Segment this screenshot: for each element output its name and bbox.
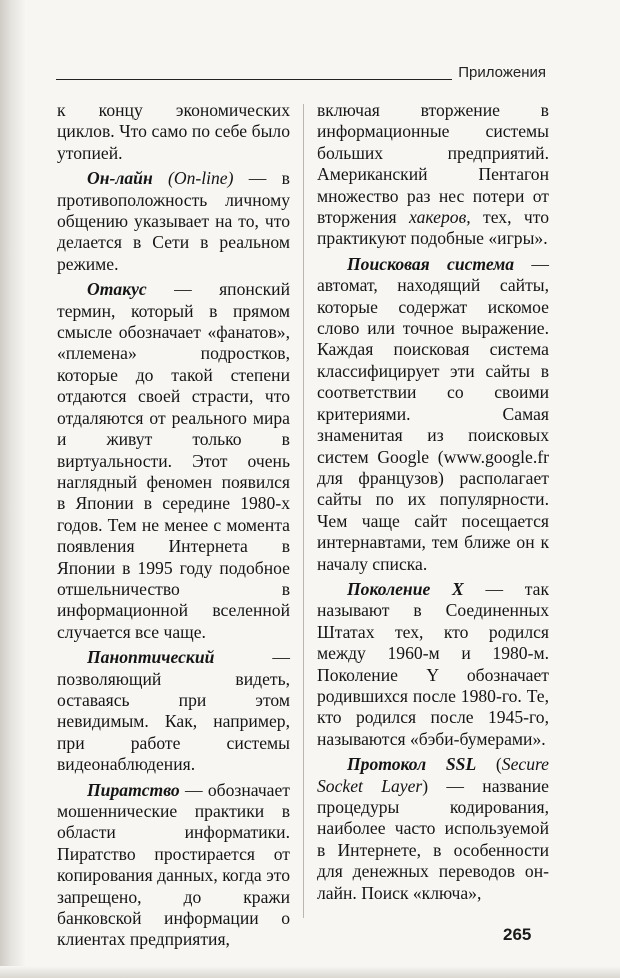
entry-definition: — позволяющий видеть, оставаясь при этом невидимым. Как, например, при работе системы видеонаблюдения. (57, 647, 290, 775)
column-divider (303, 104, 304, 918)
entry-term: Поколение X (347, 578, 464, 599)
paragraph-text: включая вторжение в информационные системы больших предприятий. Американский Пентагон множество раз нес потери от вторжения (317, 100, 549, 228)
glossary-entry-generation-x (317, 579, 549, 750)
section-title: Приложения (458, 64, 546, 81)
entry-latin: (On-line) (168, 168, 234, 189)
header-rule (56, 79, 452, 80)
paren-close: ) (422, 775, 429, 796)
entry-term: Он-лайн (87, 168, 153, 189)
page-number: 265 (503, 925, 532, 944)
entry-term: Паноптический (87, 647, 215, 668)
page-binding-shadow (0, 0, 26, 978)
paragraph-continuation (317, 100, 549, 250)
glossary-entry-piracy (57, 780, 290, 951)
right-column (317, 100, 549, 908)
entry-definition: — обозначает мошеннические практики в области информатики. Пиратство простирается от копирования данных, когда это запрещено, до кражи банковской информации о клиентах предприятия, (57, 779, 290, 950)
italic-word: хакеров, (409, 207, 471, 228)
running-header (56, 64, 546, 86)
glossary-entry-search-engine (317, 254, 549, 575)
entry-definition: — так называют в Соединенных Штатах тех, кто родился между 1960-м и 1980-м. Поколение Y обозначает родившихся после 1980-го. Те, кто родился после 1945-го, называются «бэби-бумерами». (317, 578, 549, 749)
paragraph-text: тех, что практикуют подобные «игры». (317, 207, 550, 249)
entry-definition: — название процедуры кодирования, наиболее часто используемой в Интернете, в особенности для денежных переводов он-лайн. Поиск «ключа», (317, 775, 549, 903)
glossary-entry-otaku (57, 279, 290, 643)
entry-term: Пиратство (87, 779, 180, 800)
paragraph-continuation (57, 100, 290, 164)
entry-term: Отакус (87, 279, 147, 300)
entry-definition: — в противоположность личному общению указывает на то, что делается в Сети в реальном режиме. (57, 168, 290, 274)
entry-latin: Secure Socket Layer (317, 754, 549, 796)
paragraph-text: к концу экономических циклов. Что само по себе было утопией. (57, 100, 290, 163)
glossary-entry-ssl (317, 754, 549, 904)
glossary-entry-panoptic (57, 647, 290, 775)
page-bottom-edge (0, 966, 620, 978)
left-column (57, 100, 290, 955)
entry-definition: — автомат, находящий сайты, которые содержат искомое слово или точное выражение. Каждая поисковая система классифицирует эти сайты в соответствии со своими критериями. Самая знаменитая из поисковых систем Google (www.google.fr для французов) располагает сайты по их популярности. Чем чаще сайт посещается интернавтами, тем ближе он к началу списка. (317, 253, 549, 574)
entry-term: Поисковая система (347, 253, 515, 274)
entry-definition: — японский термин, который в прямом смысле обозначает «фанатов», «племена» подростков, которые до такой степени отдаются своей страсти, что отдаляются от реального мира и живут только в виртуальности. Этот очень наглядный феномен появился в Японии в середине 1980-х годов. Тем не менее с момента появления Интернета в Японии в 1995 году подобное отшельничество в информационной вселенной случается все чаще. (57, 279, 290, 642)
entry-term: Протокол SSL (347, 754, 477, 775)
paren-open: ( (495, 754, 502, 775)
glossary-entry-online (57, 168, 290, 275)
